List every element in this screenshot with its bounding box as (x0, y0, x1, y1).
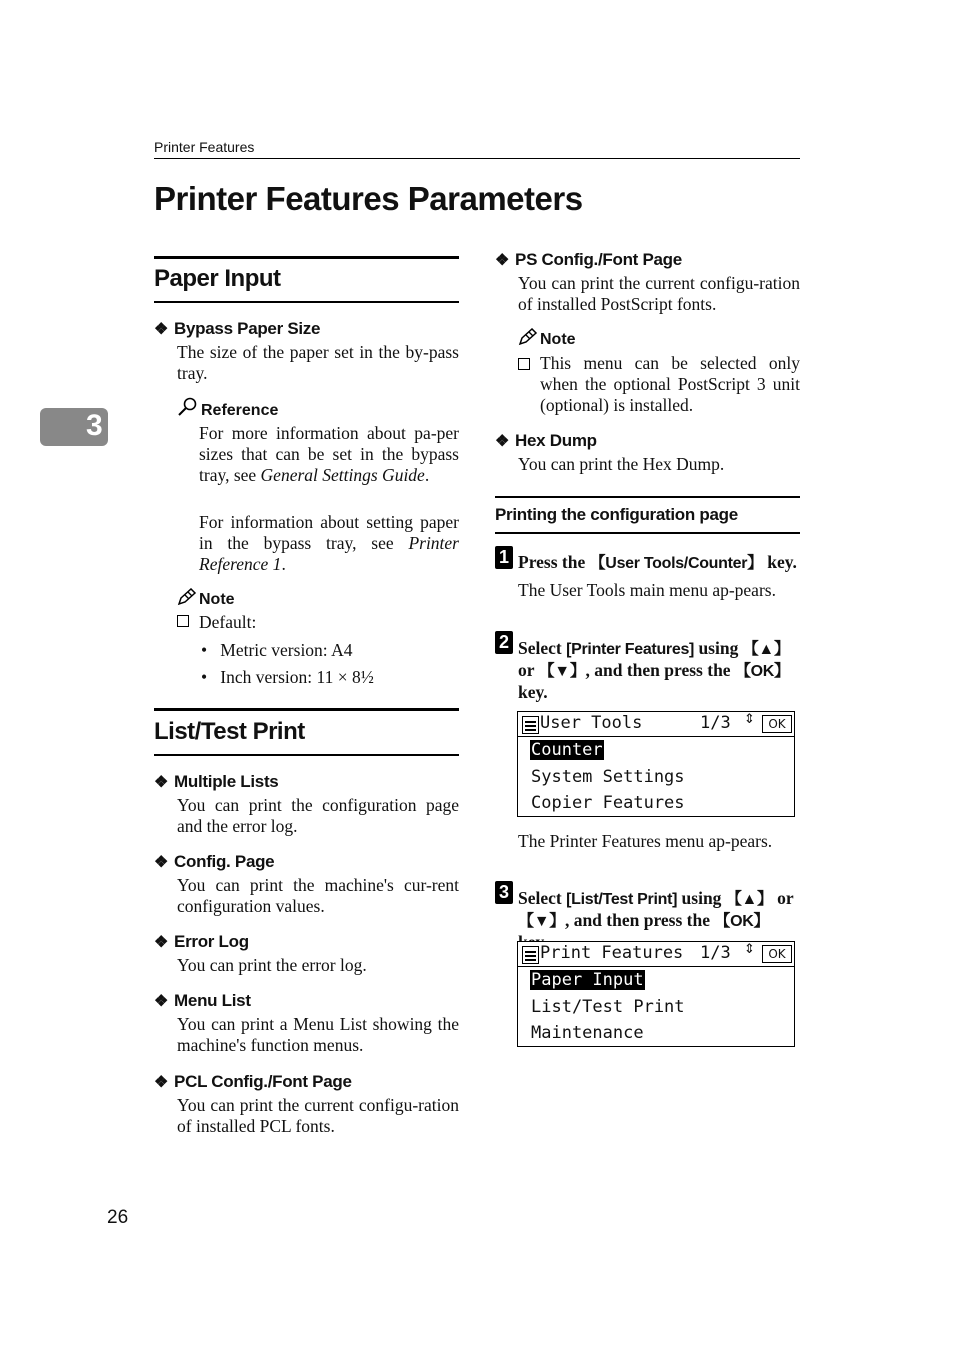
lcd-page-indicator: 1/3 (700, 943, 731, 963)
item-heading-multiple-lists: ❖ Multiple Lists (154, 772, 279, 791)
header-rule (154, 158, 800, 159)
lcd-panel-user-tools (517, 707, 795, 817)
diamond-icon: ❖ (154, 934, 169, 951)
diamond-icon: ❖ (154, 321, 169, 338)
document-icon (522, 946, 539, 964)
item-body: You can print a Menu List showing the machine's function menus. (177, 1014, 459, 1055)
item-heading-config-page: ❖ Config. Page (154, 852, 275, 871)
item-body: You can print the current configu-ration of installed PostScript fonts. (518, 273, 800, 314)
lcd-menu-item[interactable]: Copier Features (531, 793, 685, 813)
step-number-3: 3 (495, 881, 513, 904)
ok-key-icon: OK (762, 945, 792, 963)
reference-label: Reference (177, 397, 278, 420)
pencil-icon (518, 328, 538, 346)
lcd-menu-item[interactable]: Maintenance (531, 1023, 644, 1043)
checkbox-icon (518, 358, 530, 370)
ok-key-icon: OK (762, 715, 792, 733)
subsection-rule-bottom (495, 532, 800, 534)
diamond-icon: ❖ (495, 433, 510, 450)
section-rule-bottom (154, 754, 459, 756)
lcd-title-bar (518, 937, 794, 967)
item-body: You can print the Hex Dump. (518, 454, 725, 474)
diamond-icon: ❖ (495, 252, 510, 269)
item-body: You can print the machine's cur-rent configuration values. (177, 875, 459, 916)
pencil-icon (177, 588, 197, 606)
subsection-rule-top (495, 496, 800, 498)
item-heading-pcl-config: ❖ PCL Config./Font Page (154, 1072, 352, 1091)
subsection-heading: Printing the configuration page (495, 505, 738, 524)
section-rule-top (154, 256, 459, 259)
section-rule-bottom (154, 301, 459, 303)
lcd-menu-item-selected[interactable]: Counter (531, 740, 603, 760)
section-rule-top (154, 708, 459, 711)
step-number-1: 1 (495, 546, 513, 569)
reference-text-2: For information about setting paper in the bypass tray, see Printer Reference 1. (199, 512, 459, 574)
step-2-instruction: Select [Printer Features] using 【▲】 or 【▼】, and then press the 【OK】 key. (518, 638, 790, 702)
up-down-arrows-icon: ⇕ (744, 707, 755, 728)
diamond-icon: ❖ (154, 1074, 169, 1091)
lcd-page-indicator: 1/3 (700, 713, 731, 733)
note-label: Note (518, 328, 576, 349)
section-heading-list-test-print: List/Test Print (154, 718, 305, 745)
chapter-number: 3 (86, 409, 103, 442)
document-icon (522, 716, 539, 734)
step-number-2: 2 (495, 631, 513, 654)
page-title: Printer Features Parameters (154, 180, 583, 217)
note-label: Note (177, 588, 235, 609)
item-body: The size of the paper set in the by-pass tray. (177, 342, 459, 383)
reference-text-1: For more information about pa-per sizes that can be set in the bypass tray, see General Settings Guide. (199, 423, 459, 485)
lcd-panel-print-features (517, 937, 795, 1047)
note-item: This menu can be selected only when the optional PostScript 3 unit (optional) is installed. (518, 353, 800, 416)
step-3-instruction: Select [List/Test Print] using 【▲】 or 【▼】, and then press the 【OK】 (518, 888, 794, 930)
up-down-arrows-icon: ⇕ (744, 937, 755, 958)
page-number: 26 (107, 1207, 129, 1228)
item-heading-error-log: ❖ Error Log (154, 932, 249, 951)
note-item: Default: (177, 612, 256, 633)
item-body: You can print the configuration page and the error log. (177, 795, 459, 836)
lcd-menu-item[interactable]: System Settings (531, 767, 685, 787)
bullet-item: • Metric version: A4 (201, 640, 353, 660)
bullet-item: • Inch version: 11 × 8½ (201, 667, 374, 687)
item-body: You can print the current configu-ration of installed PCL fonts. (177, 1095, 459, 1136)
lcd-title-bar (518, 707, 794, 737)
item-heading-hex-dump: ❖ Hex Dump (495, 431, 597, 450)
running-header: Printer Features (154, 139, 255, 155)
step-1-instruction: Press the 【User Tools/Counter】 key. (518, 552, 797, 572)
item-heading-ps-config: ❖ PS Config./Font Page (495, 250, 682, 269)
lcd-title: User Tools (540, 713, 643, 733)
item-body: You can print the error log. (177, 955, 367, 975)
diamond-icon: ❖ (154, 854, 169, 871)
step-2-result: The Printer Features menu ap-pears. (518, 831, 773, 851)
magnifier-icon (177, 397, 199, 417)
section-heading-paper-input: Paper Input (154, 265, 281, 292)
step-1-result: The User Tools main menu ap-pears. (518, 580, 776, 600)
checkbox-icon (177, 615, 189, 627)
lcd-menu-item[interactable]: List/Test Print (531, 997, 685, 1017)
lcd-title: Print Features (540, 943, 684, 963)
diamond-icon: ❖ (154, 774, 169, 791)
item-heading-menu-list: ❖ Menu List (154, 991, 251, 1010)
diamond-icon: ❖ (154, 993, 169, 1010)
item-heading-bypass-paper-size: ❖ Bypass Paper Size (154, 319, 321, 338)
lcd-menu-item-selected[interactable]: Paper Input (531, 970, 644, 990)
